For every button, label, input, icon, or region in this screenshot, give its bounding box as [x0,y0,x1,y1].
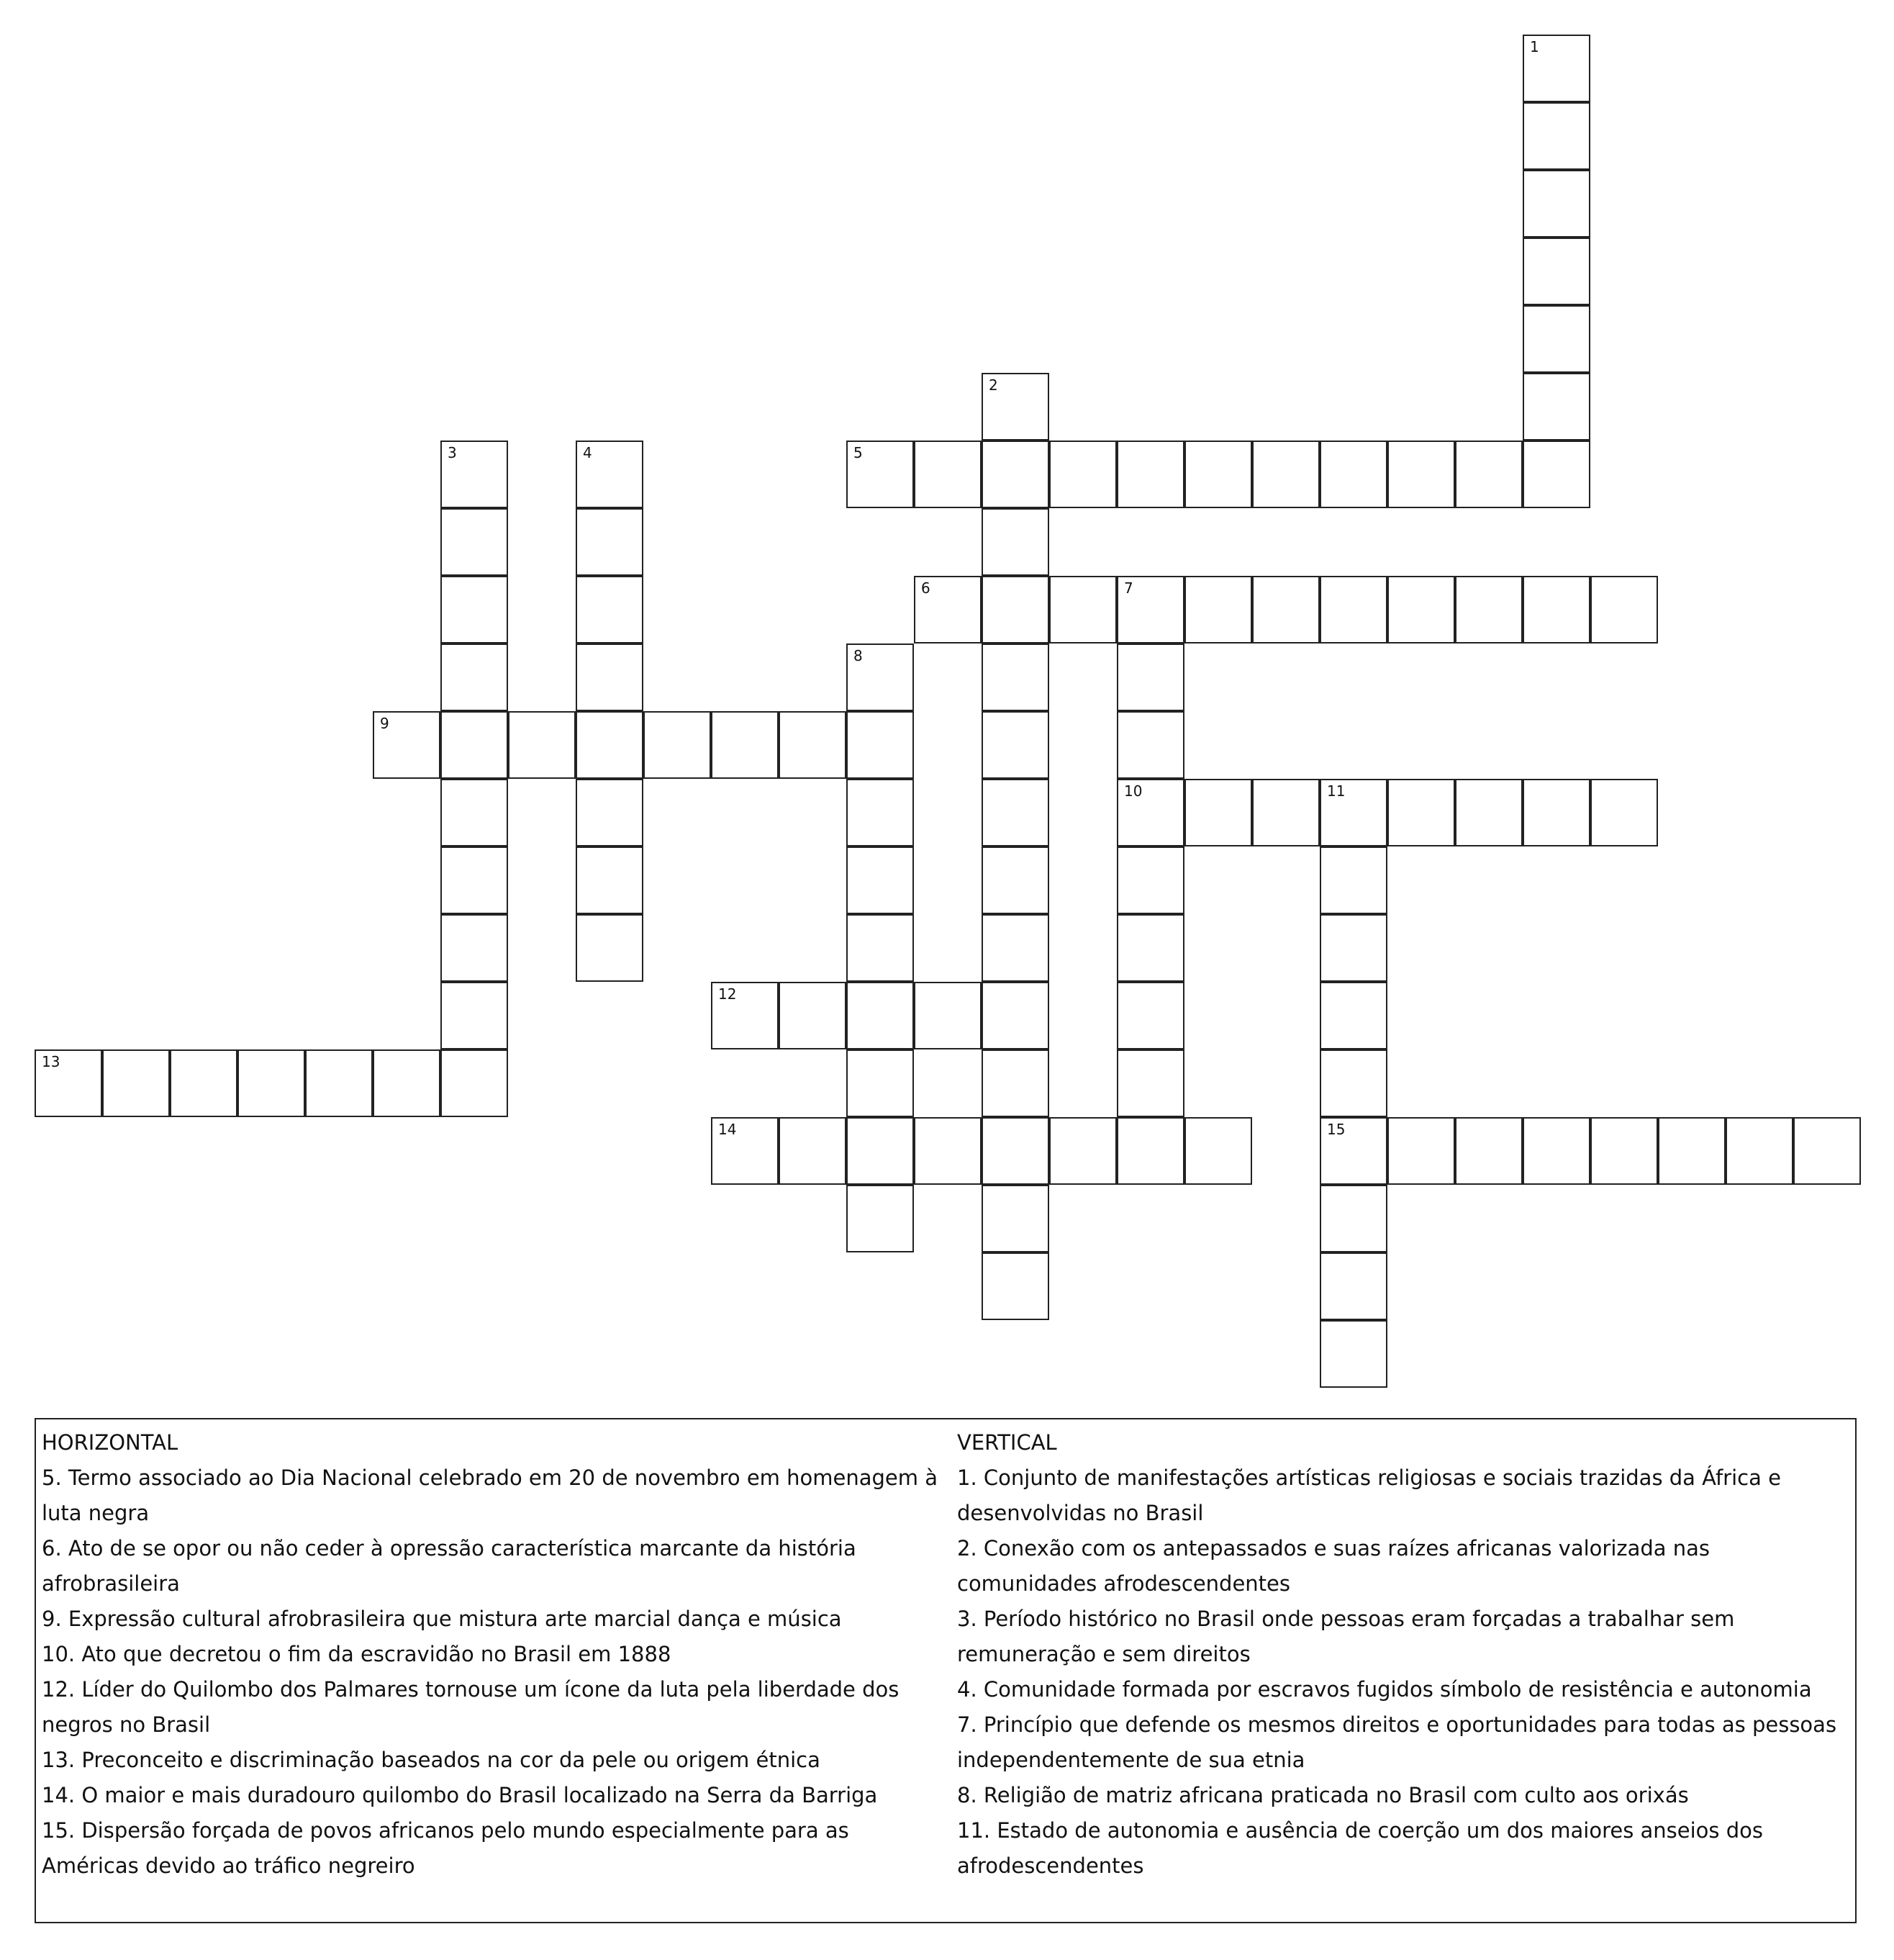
clues-box [35,1418,1857,1923]
crossword-cell[interactable] [846,1049,914,1117]
clue-h-15: 15. Dispersão forçada de povos africanos pelo mundo especialmente para as Américas devido ao tráfico negreiro [42,1818,849,1878]
crossword-cell[interactable] [1387,576,1455,643]
clue-v-8: 8. Religião de matriz africana praticada no Brasil com culto aos orixás [957,1783,1689,1807]
crossword-cell[interactable] [846,914,914,982]
crossword-cell[interactable] [1117,711,1184,779]
clue-number: 4 [583,444,592,461]
clue-number: 14 [718,1121,737,1138]
crossword-cell[interactable] [1590,1117,1658,1185]
crossword-cell[interactable] [1049,1117,1117,1185]
clue-number: 1 [1530,38,1539,55]
horizontal-clues [42,1425,948,1884]
crossword-cell[interactable] [982,711,1049,779]
crossword-cell[interactable] [373,711,440,779]
clue-number: 11 [1327,782,1346,800]
crossword-cell[interactable] [914,576,982,643]
crossword-cell[interactable] [779,1117,846,1185]
crossword-cell[interactable] [1658,1117,1726,1185]
crossword-cell[interactable] [982,576,1049,643]
crossword-cell[interactable] [170,1049,237,1117]
crossword-cell[interactable] [779,982,846,1049]
crossword-cell[interactable] [1049,441,1117,508]
crossword-cell[interactable] [711,1117,779,1185]
clue-number: 9 [380,715,389,732]
crossword-cell[interactable] [576,441,643,508]
crossword-cell[interactable] [440,1049,508,1117]
clue-v-7: 7. Princípio que defende os mesmos direitos e oportunidades para todas as pessoas independentemente de sua etnia [957,1712,1837,1772]
crossword-cell[interactable] [1320,441,1387,508]
clue-number: 10 [1124,782,1143,800]
clue-h-9: 9. Expressão cultural afrobrasileira que mistura arte marcial dança e música [42,1607,842,1631]
clue-h-13: 13. Preconceito e discriminação baseados na cor da pele ou origem étnica [42,1748,820,1772]
crossword-cell[interactable] [1455,1117,1523,1185]
crossword-cell[interactable] [779,711,846,779]
crossword-cell[interactable] [440,576,508,643]
crossword-cell[interactable] [1523,170,1590,238]
clue-h-5: 5. Termo associado ao Dia Nacional celebrado em 20 de novembro em homenagem à luta negra [42,1466,938,1525]
crossword-cell[interactable] [576,846,643,914]
crossword-cell[interactable] [914,982,982,1049]
crossword-cell[interactable] [508,711,576,779]
crossword-cell[interactable] [1117,846,1184,914]
crossword-cell[interactable] [35,1049,102,1117]
clue-number: 6 [921,579,930,597]
crossword-cell[interactable] [846,441,914,508]
crossword-cell[interactable] [914,441,982,508]
crossword-cell[interactable] [982,914,1049,982]
crossword-cell[interactable] [1387,779,1455,846]
crossword-cell[interactable] [846,1185,914,1252]
crossword-cell[interactable] [237,1049,305,1117]
crossword-cell[interactable] [1455,441,1523,508]
crossword-cell[interactable] [1320,1117,1387,1185]
crossword-cell[interactable] [846,846,914,914]
crossword-cell[interactable] [1523,305,1590,373]
crossword-cell[interactable] [982,1185,1049,1252]
crossword-cell[interactable] [846,982,914,1049]
clue-number: 12 [718,985,737,1003]
crossword-cell[interactable] [440,508,508,576]
crossword-cell[interactable] [576,643,643,711]
crossword-cell[interactable] [1117,441,1184,508]
crossword-cell[interactable] [982,779,1049,846]
crossword-cell[interactable] [846,1117,914,1185]
crossword-cell[interactable] [1117,982,1184,1049]
crossword-cell[interactable] [1523,35,1590,102]
clue-v-3: 3. Período histórico no Brasil onde pessoas eram forçadas a trabalhar sem remuneração e sem direitos [957,1607,1735,1666]
crossword-cell[interactable] [305,1049,373,1117]
clue-h-10: 10. Ato que decretou o fim da escravidão no Brasil em 1888 [42,1642,671,1666]
crossword-cell[interactable] [1590,779,1658,846]
crossword-cell[interactable] [1184,441,1252,508]
crossword-cell[interactable] [440,643,508,711]
crossword-cell[interactable] [982,846,1049,914]
crossword-cell[interactable] [982,1049,1049,1117]
vertical-clues [957,1425,1849,1884]
crossword-cell[interactable] [576,914,643,982]
clue-h-14: 14. O maior e mais duradouro quilombo do Brasil localizado na Serra da Barriga [42,1783,878,1807]
crossword-cell[interactable] [1523,238,1590,305]
crossword-cell[interactable] [1320,1185,1387,1252]
crossword-cell[interactable] [440,914,508,982]
crossword-cell[interactable] [982,441,1049,508]
crossword-cell[interactable] [1387,441,1455,508]
crossword-cell[interactable] [1523,576,1590,643]
clue-number: 5 [853,444,863,461]
crossword-cell[interactable] [846,643,914,711]
crossword-cell[interactable] [1184,779,1252,846]
crossword-cell[interactable] [1523,441,1590,508]
crossword-cell[interactable] [373,1049,440,1117]
crossword-cell[interactable] [1793,1117,1861,1185]
crossword-cell[interactable] [1320,1252,1387,1320]
horizontal-title: HORIZONTAL [42,1430,178,1455]
crossword-cell[interactable] [1320,914,1387,982]
clue-h-12: 12. Líder do Quilombo dos Palmares tornouse um ícone da luta pela liberdade dos negros no Brasil [42,1677,900,1737]
crossword-cell[interactable] [1590,576,1658,643]
vertical-title: VERTICAL [957,1430,1057,1455]
crossword-cell[interactable] [440,711,508,779]
crossword-cell[interactable] [576,576,643,643]
crossword-cell[interactable] [440,846,508,914]
crossword-cell[interactable] [982,1117,1049,1185]
clue-number: 2 [989,376,998,394]
crossword-cell[interactable] [102,1049,170,1117]
crossword-cell[interactable] [576,711,643,779]
crossword-cell[interactable] [1117,914,1184,982]
crossword-cell[interactable] [1117,1117,1184,1185]
crossword-cell[interactable] [711,982,779,1049]
crossword-cell[interactable] [440,779,508,846]
crossword-cell[interactable] [1523,779,1590,846]
crossword-cell[interactable] [1252,576,1320,643]
crossword-cell[interactable] [1455,576,1523,643]
crossword-cell[interactable] [711,711,779,779]
crossword-cell[interactable] [1726,1117,1793,1185]
clue-v-11: 11. Estado de autonomia e ausência de coerção um dos maiores anseios dos afrodescendentes [957,1818,1764,1878]
crossword-cell[interactable] [1523,102,1590,170]
crossword-cell[interactable] [982,643,1049,711]
crossword-cell[interactable] [1523,1117,1590,1185]
crossword-cell[interactable] [643,711,711,779]
clue-number: 15 [1327,1121,1346,1138]
crossword-cell[interactable] [1320,1320,1387,1388]
crossword-cell[interactable] [1117,779,1184,846]
clue-number: 13 [42,1053,60,1070]
crossword-cell[interactable] [1117,643,1184,711]
crossword-cell[interactable] [576,508,643,576]
crossword-cell[interactable] [914,1117,982,1185]
clue-number: 3 [448,444,457,461]
clue-v-1: 1. Conjunto de manifestações artísticas religiosas e sociais trazidas da África e desenvolvidas no Brasil [957,1466,1781,1525]
crossword-cell[interactable] [846,711,914,779]
crossword-cell[interactable] [1455,779,1523,846]
clue-number: 8 [853,647,863,664]
crossword-cell[interactable] [1184,576,1252,643]
crossword-cell[interactable] [1320,846,1387,914]
crossword-cell[interactable] [576,779,643,846]
crossword-cell[interactable] [1049,576,1117,643]
crossword-cell[interactable] [982,373,1049,441]
crossword-cell[interactable] [982,508,1049,576]
crossword-cell[interactable] [1387,1117,1455,1185]
crossword-cell[interactable] [1523,373,1590,441]
crossword-cell[interactable] [1320,779,1387,846]
crossword-cell[interactable] [982,982,1049,1049]
clue-number: 7 [1124,579,1133,597]
clue-v-2: 2. Conexão com os antepassados e suas raízes africanas valorizada nas comunidades afrodescendentes [957,1536,1711,1596]
crossword-cell[interactable] [1252,441,1320,508]
crossword-cell[interactable] [982,1252,1049,1320]
crossword-cell[interactable] [1117,576,1184,643]
crossword-cell[interactable] [1320,1049,1387,1117]
crossword-cell[interactable] [846,779,914,846]
crossword-cell[interactable] [1320,576,1387,643]
crossword-cell[interactable] [1320,982,1387,1049]
crossword-cell[interactable] [440,982,508,1049]
clue-v-4: 4. Comunidade formada por escravos fugidos símbolo de resistência e autonomia [957,1677,1812,1702]
crossword-cell[interactable] [440,441,508,508]
clue-h-6: 6. Ato de se opor ou não ceder à opressão característica marcante da história afrobrasileira [42,1536,856,1596]
crossword-cell[interactable] [1117,1049,1184,1117]
crossword-cell[interactable] [1184,1117,1252,1185]
crossword-cell[interactable] [1252,779,1320,846]
